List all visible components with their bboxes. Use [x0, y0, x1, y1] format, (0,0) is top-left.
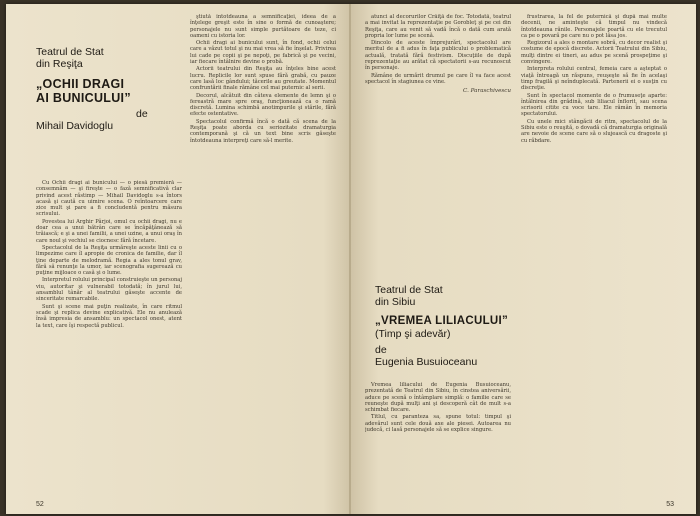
- paragraph: Dincolo de aceste împrejurări, spectacolul are meritul de a fi adus în faţa publicului o problematică actuală, tratată fără festivism. Discuţiile de după reprezentaţie au arătat că spectatorii s-au recunoscut în personaje.: [365, 40, 511, 72]
- paragraph: Vremea liliacului de Eugenia Busuioceanu, prezentată de Teatrul din Sibiu, în cinstea aniversării, aduce pe scenă o întâmplare simplă: o familie care se reuneşte după mulţi ani şi descoperă cât de mult s-a schimbat fiecare.: [365, 382, 511, 414]
- article-title-line1: „OCHII DRAGI: [36, 77, 125, 91]
- paragraph: frustrarea, la fel de puternică şi după mai multe decenii, ne aminteşte că timpul nu vindecă întotdeauna rănile. Personajele poartă cu ele trecutul ca pe o povară pe care nu o pot lăsa jos.: [521, 14, 667, 39]
- city-line: din Sibiu: [375, 296, 416, 308]
- paragraph: Cu unele mici stângăcii de ritm, spectacolul de la Sibiu este o reuşită, o dovadă că dramaturgia originală are nevoie de scene care să o slujească cu dragoste şi cu răbdare.: [521, 118, 667, 144]
- paragraph: Actorii teatrului din Reşiţa au înţeles bine acest lucru. Replicile lor sunt spuse fără grabă, cu pauze care lasă loc gândului; tăcerile au greutate. Momentul confruntării finale rămâne cel mai puternic al serii.: [190, 66, 336, 92]
- paragraph: Spectacolul confirmă încă o dată că scena de la Reşiţa poate aborda cu seriozitate dramaturgia contemporană şi că un text bine scris găseşte întotdeauna interpreţi care să-l merite.: [190, 118, 336, 144]
- city-line: din Reşiţa: [36, 58, 83, 70]
- author-name: Eugenia Busuioceanu: [375, 356, 478, 368]
- paragraph: Sunt în spectacol momente de o frumuseţe aparte: întâlnirea din grădină, sub liliacul înflorit, sau scena scrisorii citite cu voce tare. Ele rămân în memoria spectatorului.: [521, 92, 667, 118]
- paragraph: atunci al decorurilor Crăiţă de foc. Totodată, teatrul a mai invitat la reprezentaţie pe Gorobleţ şi pe cei din Reşiţa, care au venit să vadă încă o dată cum arată propria lor lume pe scenă.: [365, 14, 511, 39]
- right-column-2: [521, 14, 667, 498]
- article-title-line2: (Timp şi adevăr): [375, 328, 451, 340]
- right-column-1-top: [365, 14, 511, 226]
- paragraph: Spectacolul de la Reşiţa urmăreşte aceste linii cu o limpezime care îl apropie de cronica de familie, dar îl ţine departe de melodramă. Regia a ales tonul grav, fără să renunţe la umor, iar scenografia sugerează cu puţine mijloace o casă şi o lume.: [36, 244, 182, 277]
- article-header-sibiu: [375, 284, 515, 368]
- article-header-resita: [36, 46, 186, 132]
- paragraph: Interpreta rolului central, femeia care a aşteptat o viaţă întreagă un răspuns, reuşeşte să fie în acelaşi timp fragilă şi neînduplecată. Partenerii ei o susţin cu discreţie.: [521, 66, 667, 92]
- paragraph: Povestea lui Arghir Pârjoi, omul cu ochii dragi, nu e doar cea a unui bătrân care se încăpăţânează să trăiască; e şi a unei familii, a unei uzine, a unui oraş în care noul şi vechiul se ciocnesc fără încetare.: [36, 218, 182, 244]
- theatre-line: Teatrul de Stat: [36, 46, 104, 58]
- by-label: de: [136, 108, 148, 120]
- right-column-1-bottom: [365, 382, 511, 498]
- theatre-line: Teatrul de Stat: [375, 284, 443, 296]
- by-label: de: [375, 344, 387, 356]
- paragraph: ştiută întotdeauna a semnificaţiei, ideea de a înţelege greşit este în sine o formă de cunoaştere; personajele nu sunt simple purtătoare de teze, ci oameni cu istoria lor.: [190, 14, 336, 39]
- paragraph: Titlul, cu paranteza sa, spune totul: timpul şi adevărul sunt cele două axe ale piesei. Autoarea nu judecă, ci lasă personajele să se explice singure.: [365, 414, 511, 434]
- paragraph: Rămâne de urmărit drumul pe care îl va face acest spectacol în stagiunea ce vine.: [365, 72, 511, 85]
- article-title-line1: „VREMEA LILIACULUI”: [375, 315, 509, 327]
- paragraph: Decorul, alcătuit din câteva elemente de lemn şi o fereastră mare spre oraş, funcţionează ca o ramă discretă. Lumina schimbă anotimpurile şi stările, fără efecte ostentative.: [190, 92, 336, 118]
- paragraph: Regizorul a ales o montare sobră, cu decor realist şi costume de epocă discrete. Actorii Teatrului din Sibiu, mulţi dintre ei tineri, au adus pe scenă prospeţime şi convingere.: [521, 40, 667, 66]
- paragraph: Cu Ochii dragi ai bunicului — o piesă premieră — consemnăm — şi fireşte — o fază semnificativă clar privind acest răstimp — Mihail Davidoglu s-a întors acasă şi caută cu uimire scena. O reîntoarcere care zice mult şi pare a fi concludentă pentru măsura scrisului.: [36, 180, 182, 218]
- left-page: [6, 4, 351, 514]
- paragraph: Ochii dragi ai bunicului sunt, în fond, ochii celui care a văzut totul şi nu mai vrea să fie înşelat. Privirea lui cade pe copii şi pe nepoţi, pe fabrică şi pe vecini, iar fiecare întâlnire devine o probă.: [190, 40, 336, 66]
- page-number-right: 53: [666, 501, 674, 508]
- left-column-2: [190, 14, 336, 498]
- author-name: Mihail Davidoglu: [36, 120, 114, 132]
- right-page: [351, 4, 696, 514]
- paragraph: Interpretul rolului principal construieşte un personaj viu, autoritar şi vulnerabil totodată; în jurul lui, ansamblul tânăr al teatrului găseşte accente de sinceritate remarcabile.: [36, 277, 182, 303]
- paragraph: Sunt şi scene mai puţin realizate, în care ritmul scade şi replica devine explicativă. Ele nu anulează însă impresia de ansamblu: un spectacol onest, atent la text, care îşi respectă publicul.: [36, 303, 182, 329]
- magazine-spread: [6, 4, 696, 514]
- article-title-line2: AI BUNICULUI”: [36, 91, 131, 105]
- article-signature: C. Paraschivescu: [463, 88, 511, 95]
- page-number-left: 52: [36, 501, 44, 508]
- left-column-1: [36, 180, 182, 498]
